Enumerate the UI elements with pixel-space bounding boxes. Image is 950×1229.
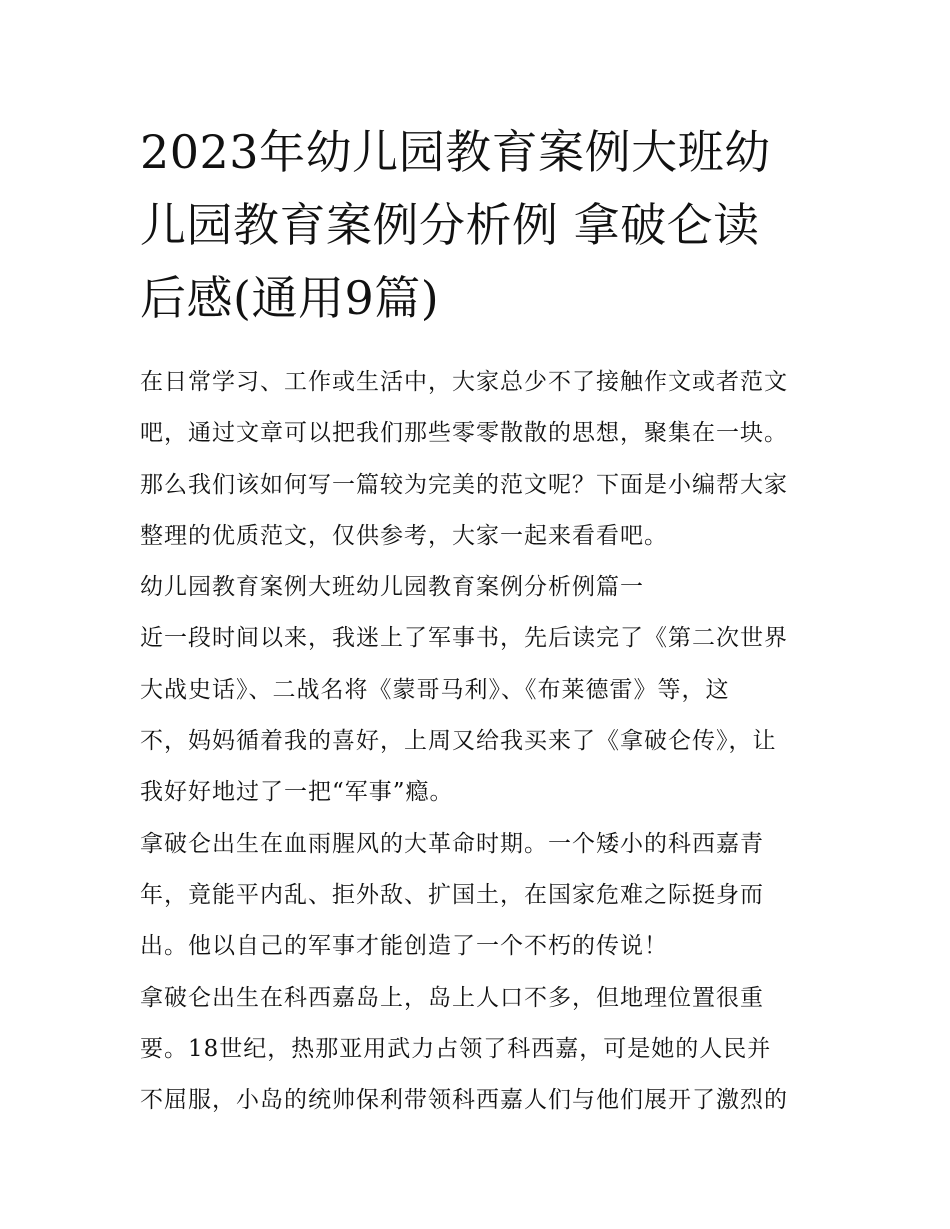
body-line: 出。他以自己的军事才能创造了一个不朽的传说！ (140, 933, 668, 960)
body-line: 不屈服，小岛的统帅保利带领科西嘉人们与他们展开了激烈的 (140, 1087, 788, 1114)
body-line: 大战史话》、二战名将《蒙哥马利》、《布莱德雷》等，这 (140, 676, 730, 703)
body-line: 吧，通过文章可以把我们那些零零散散的思想，聚集在一块。 (140, 420, 788, 447)
body-line: 拿破仑出生在科西嘉岛上，岛上人口不多，但地理位置很重 (140, 984, 764, 1011)
body-line: 那么我们该如何写一篇较为完美的范文呢？下面是小编帮大家 (140, 471, 788, 498)
body-line: 整理的优质范文，仅供参考，大家一起来看看吧。 (140, 522, 668, 549)
document-title (140, 116, 820, 335)
section-heading: 幼儿园教育案例大班幼儿园教育案例分析例篇一 (140, 574, 644, 601)
body-line: 要。18世纪，热那亚用武力占领了科西嘉，可是她的人民并 (140, 1035, 772, 1062)
body-line: 拿破仑出生在血雨腥风的大革命时期。一个矮小的科西嘉青 (140, 830, 764, 857)
title-line-3: 后感(通用9篇) (140, 271, 440, 325)
title-line-1: 2023年幼儿园教育案例大班幼 (140, 125, 771, 179)
body-line: 不，妈妈循着我的喜好，上周又给我买来了《拿破仑传》，让 (140, 728, 777, 755)
body-line: 年，竟能平内乱、拒外敌、扩国土，在国家危难之际挺身而 (140, 881, 764, 908)
body-line: 近一段时间以来，我迷上了军事书，先后读完了《第二次世界 (140, 625, 788, 652)
body-line: 我好好地过了一把“军事”瘾。 (140, 779, 454, 806)
title-line-2: 儿园教育案例分析例 拿破仑读 (140, 198, 760, 252)
document-body (140, 357, 820, 1126)
body-line: 在日常学习、工作或生活中，大家总少不了接触作文或者范文 (140, 369, 788, 395)
